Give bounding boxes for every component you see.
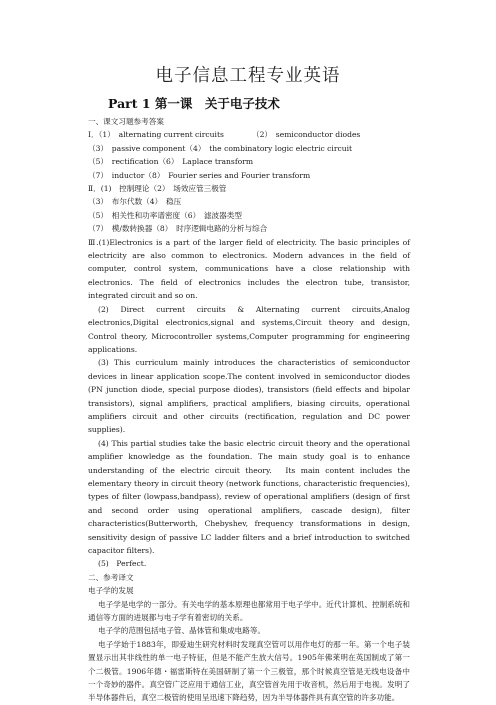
answer-line: Ⅱ．(1) 控制理论（2） 场效应管三极管 <box>88 184 227 194</box>
answer-paragraph: (2) Direct current circuits & Alternating current circuits,Analog electronics,Digital electronics,signal and systems,Circuit theory and design, Control theory, Microcontroller systems,Computer programming for engineering applications. <box>88 304 410 354</box>
answer-line: （7） 模/数转换器（8） 时序逻辑电路的分析与综合 <box>88 224 268 234</box>
document-body <box>88 115 410 705</box>
answer-paragraph: Ⅲ.(1)Electronics is a part of the larger field of electricity. The basic principles of electricity are also common to electronics. Modern advances in the field of computer, control system, communications have a close relationship with electronics. The field of electronics includes the electron tube, transistor, integrated circuit and so on. <box>88 237 410 301</box>
answer-line: （5） 相关性和功率谱密度（6） 滤波器类型 <box>88 210 242 220</box>
answer-paragraph: (5) Perfect. <box>98 559 147 569</box>
document-title: 电子信息工程专业英语 <box>155 66 341 86</box>
translation-paragraph: 电子学是电学的一部分。有关电学的基本原理也都常用于电子学中。近代计算机、控制系统和通信等方面的进展都与电子学有着密切的关系。 <box>88 599 410 623</box>
answer-paragraph: (3) This curriculum mainly introduces the characteristics of semiconductor devices in linear application scope.The content involved in semiconductor diodes (PN junction diode, special purpose diodes), transistors (field effects and bipolar transistors), signal amplifiers, practical amplifiers, biasing circuits, operational amplifiers circuit and other circuits (rectification, regulation and DC power supplies). <box>88 358 410 435</box>
answer-line: （3） 布尔代数（4） 稳压 <box>88 197 182 207</box>
section-heading-translation: 二、参考译文 <box>88 572 134 582</box>
answer-line: （5） rectification（6） Laplace transform <box>88 157 254 167</box>
answer-line: （7） inductor（8） Fourier series and Fourier transform <box>88 170 311 180</box>
translation-paragraph: 电子学的范围包括电子管、晶体管和集成电路等。 <box>98 626 266 636</box>
answer-line: （3） passive component（4） the combinatory logic electric circuit <box>88 143 353 153</box>
translation-title: 电子学的发展 <box>88 586 134 596</box>
answer-line: Ⅰ．（1） alternating current circuits （2） semiconductor diodes <box>88 130 361 140</box>
answer-paragraph: (4) This partial studies take the basic electric circuit theory and the operational amplifier knowledge as the foundation. The main study goal is to enhance understanding of the electric circuit theory. Its main content includes the elementary theory in circuit theory (network functions, characteristic frequencies), types of filter (lowpass,bandpass), review of operational amplifiers (design of first and second order using operational amplifiers, cascade design), filter characteristics(Butterworth, Chebyshev, frequency transformations in design, sensitivity design of passive LC ladder filters and a brief introduction to switched capacitor filters). <box>88 438 410 555</box>
lesson-heading: Part 1 第一课 关于电子技术 <box>108 96 280 111</box>
section-heading-answers: 一、课文习题参考答案 <box>88 117 164 126</box>
translation-paragraph: 电子学始于1883年，即爱迪生研究材料时发现真空管可以用作电灯的那一年。第一个电子装置显示出其非线性的单一电子特征，但是不能产生放大信号。1905年佛莱明在英国制成了第一个二极管。1906年德・福雷斯特在美国研制了第一个三极管，那个时候真空管是无线电设备中一个奇妙的器件。真空管广泛应用于通信工业，真空管首先用于收音机，然后用于电视。发明了半导体器件后，真空二极管的使用呈迅速下降趋势，因为半导体器件具有真空管的许多功能。 <box>88 639 410 703</box>
